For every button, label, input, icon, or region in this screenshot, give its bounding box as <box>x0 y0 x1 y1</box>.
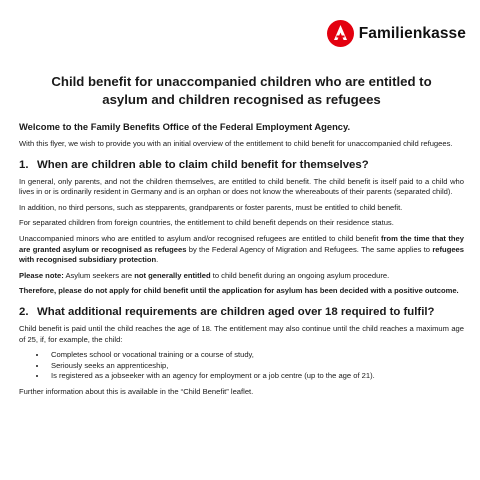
list-item: • Is registered as a jobseeker with an agency for employment or a job centre (up to the age of 21). <box>47 371 464 382</box>
further-info-paragraph: Further information about this is available in the “Child Benefit” leaflet. <box>19 386 254 396</box>
document-title: Child benefit for unaccompanied children who are entitled to asylum and children recognised as refugees <box>51 74 432 107</box>
note-text-a: Asylum seekers are <box>63 270 135 280</box>
list-item: • Completes school or vocational training or a course of study, <box>47 350 464 361</box>
section-2-number: 2. <box>19 305 29 318</box>
list-item: • Seriously seeks an apprenticeship, <box>47 361 464 372</box>
section-1-paragraph-2: In addition, no third persons, such as stepparents, grandparents or foster parents, must be entitled to child benefit. <box>19 202 403 212</box>
section-1-title: When are children able to claim child benefit for themselves? <box>37 158 369 171</box>
therefore-text: Therefore, please do not apply for child benefit until the application for asylum has been decided with a positive outcome. <box>19 286 459 296</box>
therefore-paragraph <box>19 286 464 297</box>
p4-text-e: . <box>156 255 159 265</box>
section-1-heading <box>19 158 464 172</box>
welcome-text: Welcome to the Family Benefits Office of the Federal Employment Agency. <box>19 121 351 132</box>
federal-employment-agency-logo-icon <box>327 20 354 47</box>
section-1-paragraph-4 <box>19 234 464 266</box>
section-1-paragraph-3: For separated children from foreign countries, the entitlement to child benefit depends on their residence status. <box>19 218 394 228</box>
note-label: Please note: <box>19 270 64 280</box>
section-2-heading <box>19 305 464 319</box>
p4-text-a: Unaccompanied minors who are entitled to asylum and/or recognised refugees are entitled to child benefit <box>19 233 381 243</box>
section-2-paragraph-1: Child benefit is paid until the child reaches the age of 18. The entitlement may also continue until the child reaches a maximum age of 25, if, for example, the child: <box>19 323 464 344</box>
requirements-list <box>19 350 464 382</box>
brand-name: Familienkasse <box>358 24 466 42</box>
document-body <box>19 73 464 403</box>
header <box>327 20 466 47</box>
section-1-paragraph-1: In general, only parents, and not the children themselves, are entitled to child benefit. The child benefit is itself paid to a child who lives in or is ordinarily resident in Germany and is an orphan or does not know the whereabouts of their parents (separated child). <box>19 176 464 197</box>
please-note-paragraph <box>19 271 464 282</box>
note-text-c: to child benefit during an ongoing asylum procedure. <box>210 270 390 280</box>
p4-text-c: by the Federal Agency of Migration and Refugees. The same applies to <box>186 244 433 254</box>
note-bold-b: not generally entitled <box>134 270 211 280</box>
p4-bold-b: from the time that they are granted asylum or recognised as refugees <box>19 233 464 254</box>
section-1-number: 1. <box>19 158 29 171</box>
section-2-title: What additional requirements are children aged over 18 required to fulfil? <box>37 305 435 318</box>
intro-paragraph: With this flyer, we wish to provide you with an initial overview of the entitlement to child benefit for unaccompanied child refugees. <box>19 139 453 148</box>
p4-bold-d: refugees with recognised subsidiary protection <box>19 244 464 265</box>
